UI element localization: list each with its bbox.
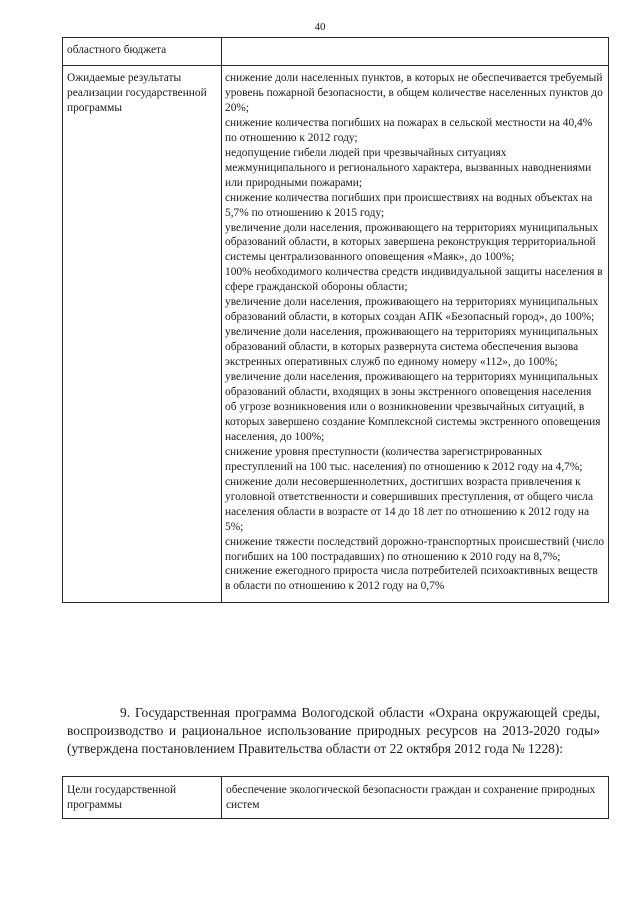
result-item: снижение количества погибших на пожарах в сельской местности на 40,4% по отношению к 2012 году;: [225, 116, 593, 144]
row-label: областного бюджета: [63, 38, 222, 66]
result-item: снижение количества погибших при происшествиях на водных объектах на 5,7% по отношению к 2015 году;: [225, 191, 593, 219]
result-item: увеличение доли населения, проживающего на территориях муниципальных образований области, входящих в зоны экстренного оповещения населения об угрозе возникновения или о возникновении чрезвычайных ситуаций, в которых завершено создание Комплексной системы экстренного оповещения населения, до 100%;: [225, 371, 601, 443]
result-item: недопущение гибели людей при чрезвычайных ситуациях межмуниципального и регионального характера, вызванных наводнениями или природными пожарами;: [225, 146, 592, 189]
result-item: снижение доли несовершеннолетних, достигших возраста привлечения к уголовной ответственности и совершивших преступления, от общего числа населения области в возрасте от 14 до 18 лет по отношению к 2012 году на 5%;: [225, 475, 593, 533]
result-item: снижение доли населенных пунктов, в которых не обеспечивается требуемый уровень пожарной безопасности, в общем количестве населенных пунктов до 20%;: [225, 72, 603, 114]
table-row: [63, 777, 609, 819]
table-row: [63, 66, 609, 603]
row-value: [222, 38, 609, 66]
result-item: снижение уровня преступности (количества зарегистрированных преступлений на 100 тыс. населения) по отношению к 2012 году на 4,7%;: [225, 445, 583, 473]
result-item: увеличение доли населения, проживающего на территориях муниципальных образований области, в которых завершена реконструкция территориальной системы централизованного оповещения «Маяк», до 100%;: [225, 221, 599, 264]
expected-results-list: [222, 66, 609, 603]
program-heading: 9. Государственная программа Вологодской области «Охрана окружающей среды, воспроизводство и рациональное использование природных ресурсов на 2013-2020 годы» (утверждена постановлением Правительства области от 22 октября 2012 года № 1228):: [67, 705, 600, 757]
result-item: увеличение доли населения, проживающего на территориях муниципальных образований области, в которых создан АПК «Безопасный город», до 100%;: [225, 296, 599, 324]
table-row: [63, 38, 609, 66]
goals-label: Цели государственной программы: [63, 777, 222, 819]
result-item: 100% необходимого количества средств индивидуальной защиты населения в сфере гражданской обороны области;: [225, 266, 603, 294]
goals-value: обеспечение экологической безопасности граждан и сохранение природных систем: [222, 777, 609, 819]
page-number: 40: [314, 21, 326, 33]
result-item: увеличение доли населения, проживающего на территориях муниципальных образований области, в которых развернута система обеспечения вызова экстренных оперативных служб по единому номеру «112», до 100%;: [225, 326, 599, 369]
result-item: снижение тяжести последствий дорожно-транспортных происшествий (число погибших на 100 пострадавших) по отношению к 2010 году на 8,7%;: [225, 535, 605, 563]
expected-results-label: Ожидаемые результаты реализации государственной программы: [63, 66, 222, 603]
result-item: снижение ежегодного прироста числа потребителей психоактивных веществ в области по отношению к 2012 году на 0,7%: [225, 565, 598, 593]
program-goals-table: [62, 776, 609, 819]
program-passport-table: [62, 37, 609, 603]
